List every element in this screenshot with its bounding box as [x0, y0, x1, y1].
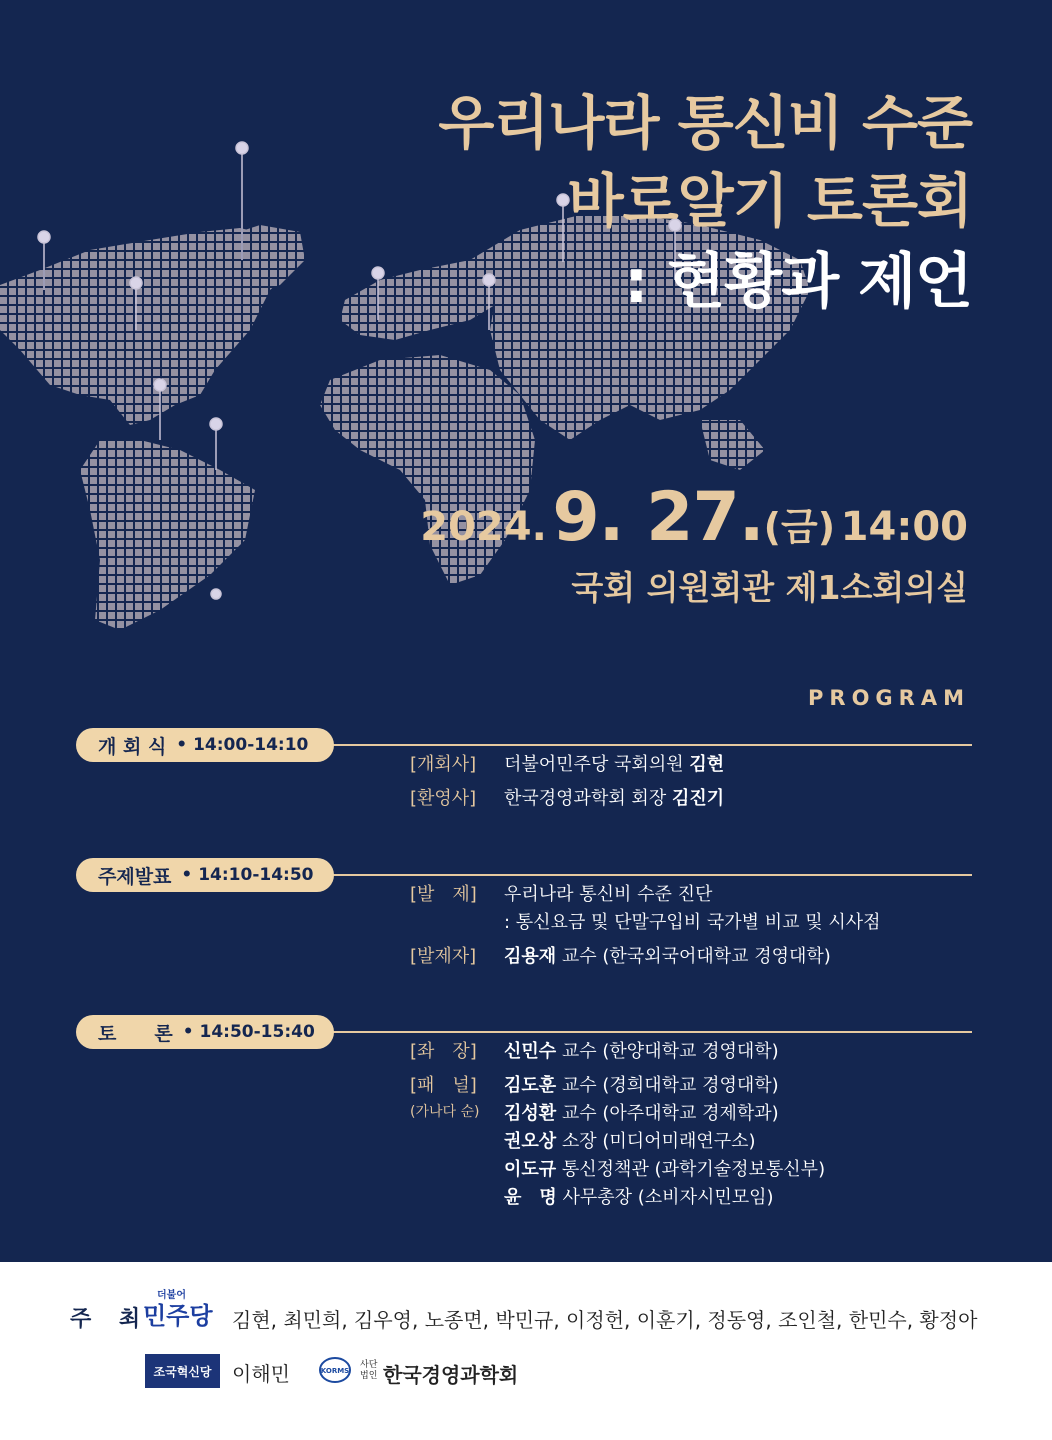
event-datetime [420, 478, 968, 557]
row-text: 교수 (한양대학교 경영대학) [556, 1041, 779, 1062]
row-name: 김도훈 [504, 1075, 557, 1096]
event-time: 14:00 [840, 504, 968, 550]
row-text: 소장 (미디어미래연구소) [556, 1131, 756, 1152]
row-text: 우리나라 통신비 수준 진단 [504, 884, 713, 905]
section-pill [76, 1015, 334, 1049]
program-section-presentation [76, 858, 972, 978]
row-name: 김용재 [504, 946, 557, 967]
korms-logo-icon [318, 1356, 352, 1384]
row-text: 통신정책관 (과학기술정보통신부) [556, 1159, 826, 1180]
row-text: 교수 (아주대학교 경제학과) [556, 1103, 779, 1124]
event-weekday: (금) [763, 505, 836, 549]
title-line-3: : 현황과 제언 [624, 247, 972, 317]
title-line-2: 바로알기 토론회 [567, 167, 972, 235]
row-text: 더불어민주당 국회의원 [504, 754, 690, 775]
event-venue: 국회 의원회관 제1소회의실 [571, 568, 968, 607]
section-name: 개 회 식 [98, 735, 167, 758]
section-divider [331, 744, 972, 746]
event-year: 2024. [420, 504, 547, 550]
section-divider [331, 1031, 972, 1033]
rebuilding-korea-party-logo: 조국혁신당 [145, 1354, 220, 1388]
row-text: : 통신요금 및 단말구입비 국가별 비교 및 시사점 [504, 912, 881, 933]
row-text: 사무총장 (소비자시민모임) [556, 1187, 774, 1208]
section-time: • 14:50-15:40 [182, 1022, 315, 1042]
event-month-day: 9. 27. [552, 478, 764, 557]
democratic-party-logo [143, 1290, 213, 1331]
row-name: 김현 [689, 754, 725, 775]
section-time: • 14:00-14:10 [176, 735, 309, 755]
section-pill [76, 728, 334, 762]
row-text: 교수 (한국외국어대학교 경영대학) [556, 946, 831, 967]
row-name: 권오상 [504, 1131, 557, 1152]
program-heading: PROGRAM [808, 686, 970, 710]
hosts-label: 주 최 [70, 1307, 151, 1332]
program-section-discussion [76, 1015, 972, 1215]
row-label: [좌 장] [410, 1041, 477, 1062]
row-label: [환영사] [410, 788, 477, 809]
section-name: 주제발표 [98, 865, 172, 888]
korms-small-line-2: 법인 [360, 1371, 378, 1381]
korms-name: 한국경영과학회 [383, 1363, 519, 1387]
row-name: 신민수 [504, 1041, 557, 1062]
row-label: [발제자] [410, 946, 477, 967]
rebuilding-korea-party-member: 이해민 [232, 1362, 290, 1386]
democratic-party-logo-small: 더불어 [157, 1290, 186, 1301]
title-line-1: 우리나라 통신비 수준 [438, 89, 972, 157]
program-section-opening [76, 728, 972, 828]
section-pill [76, 858, 334, 892]
democratic-party-logo-text: 민주당 [143, 1302, 213, 1330]
row-label: [개회사] [410, 754, 477, 775]
row-label: [패 널] [410, 1075, 477, 1096]
korms-corporate-label [360, 1360, 377, 1382]
korms-small-line-1: 사단 [360, 1360, 378, 1370]
section-divider [331, 874, 972, 876]
row-name: 윤 명 [504, 1187, 557, 1208]
section-name: 토 론 [98, 1022, 173, 1045]
row-name: 김성환 [504, 1103, 557, 1124]
section-time: • 14:10-14:50 [181, 865, 314, 885]
democratic-party-members: 김현, 최민희, 김우영, 노종면, 박민규, 이정헌, 이훈기, 정동영, 조인철, 한민수, 황정아 [232, 1308, 978, 1332]
row-name: 이도규 [504, 1159, 557, 1180]
panel-order-note: (가나다 순) [410, 1104, 480, 1120]
korms-logo-text: KORMS [320, 1367, 350, 1375]
row-name: 김진기 [671, 788, 725, 809]
row-text: 교수 (경희대학교 경영대학) [556, 1075, 779, 1096]
row-label: [발 제] [410, 884, 477, 905]
row-text: 한국경영과학회 회장 [504, 788, 672, 809]
